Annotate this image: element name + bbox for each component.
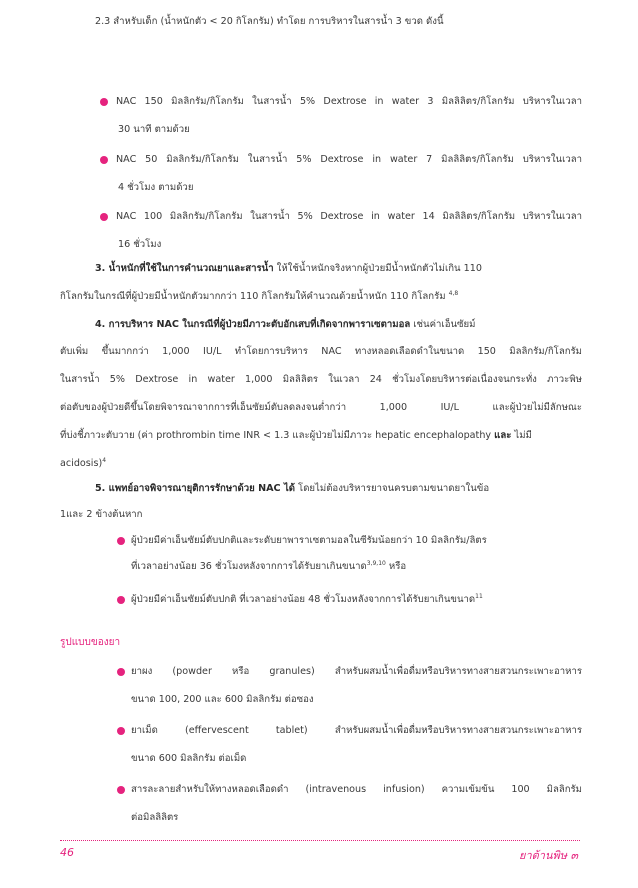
- section-5-line-2: 1และ 2 ข้างต้นหาก: [60, 509, 143, 520]
- dose-3-line-2: 16 ชั่วโมง: [118, 239, 162, 250]
- section-2-3-line: 2.3 สำหรับเด็ก (น้ำหนักตัว < 20 กิโลกรัม) ทำโดย การบริหารในสารน้ำ 3 ขวด ดังนี้: [95, 16, 444, 27]
- section-3-text: ให้ใช้น้ำหนักจริงหากผู้ป่วยมีน้ำหนักตัวไม่เกิน 110: [273, 263, 482, 274]
- criteria-1-line-1: ผู้ป่วยมีค่าเอ็นซัยม์ตับปกติและระดับยาพาราเซตามอลในซีรัมน้อยกว่า 10 มิลลิกรัม/ลิตร: [131, 535, 487, 546]
- form-2-line-1: ยาเม็ด (effervescent tablet) สำหรับผสมน้ำเพื่อดื่มหรือบริหารทางสายสวนกระเพาะอาหาร: [131, 725, 582, 736]
- form-2-line-2: ขนาด 600 มิลลิกรัม ต่อเม็ด: [131, 753, 247, 764]
- dose-3-line-1: NAC 100 มิลลิกรัม/กิโลกรัม ในสารน้ำ 5% Dextrose in water 14 มิลลิลิตร/กิโลกรัม บริหารในเวลา: [116, 211, 582, 222]
- form-1-line-1: ยาผง (powder หรือ granules) สำหรับผสมน้ำเพื่อดื่มหรือบริหารทางสายสวนกระเพาะอาหาร: [131, 666, 582, 677]
- section-4-line-3: ในสารน้ำ 5% Dextrose in water 1,000 มิลลิลิตร ในเวลา 24 ชั่วโมงโดยบริหารต่อเนื่องจนกระทั่ง ภาวะพิษ: [60, 374, 582, 385]
- section-4-text-5: ที่บ่งชี้ภาวะตับวาย (ค่า prothrombin time INR < 1.3 และผู้ป่วยไม่มีภาวะ hepatic encephalopathy: [60, 430, 495, 441]
- criteria-1-line-2: [131, 560, 406, 573]
- section-5-heading: 5. แพทย์อาจพิจารณายุติการรักษาด้วย NAC ได้: [95, 483, 295, 494]
- criteria-1-or: หรือ: [385, 561, 407, 572]
- section-3-line-2: [60, 290, 458, 303]
- dose-1-line-2: 30 นาที ตามด้วย: [118, 124, 190, 135]
- bullet-icon: [100, 156, 108, 164]
- bullet-icon: [117, 668, 125, 676]
- bullet-icon: [117, 727, 125, 735]
- bullet-icon: [117, 537, 125, 545]
- citation: 4,8: [448, 289, 459, 297]
- form-3-line-2: ต่อมิลลิลิตร: [131, 812, 179, 823]
- bullet-icon: [117, 786, 125, 794]
- citation: 4: [102, 456, 107, 464]
- form-3-line-1: สารละลายสำหรับให้ทางหลอดเลือดดำ (intravenous infusion) ความเข้มข้น 100 มิลลิกรัม: [131, 784, 582, 795]
- page-number: 46: [60, 846, 74, 859]
- footer-book-title: ยาต้านพิษ ๓: [519, 849, 578, 862]
- criteria-1-text: ที่เวลาอย่างน้อย 36 ชั่วโมงหลังจากการได้รับยาเกินขนาด: [131, 561, 367, 572]
- bold-and: และ: [494, 430, 512, 441]
- bullet-icon: [100, 213, 108, 221]
- section-4-heading: 4. การบริหาร NAC ในกรณีที่ผู้ป่วยมีภาวะตับอักเสบที่เกิดจากพาราเซตามอล: [95, 319, 411, 330]
- citation: 11: [475, 592, 483, 600]
- section-5-text: โดยไม่ต้องบริหารยาจนครบตามขนาดยาในข้อ: [295, 483, 490, 494]
- form-1-line-2: ขนาด 100, 200 และ 600 มิลลิกรัม ต่อซอง: [131, 694, 314, 705]
- section-4-line-1: [95, 318, 475, 331]
- dose-2-line-2: 4 ชั่วโมง ตามด้วย: [118, 182, 194, 193]
- dose-1-line-1: NAC 150 มิลลิกรัม/กิโลกรัม ในสารน้ำ 5% Dextrose in water 3 มิลลิลิตร/กิโลกรัม บริหารในเวลา: [116, 96, 582, 107]
- bullet-icon: [100, 98, 108, 106]
- section-4-text-5b: ไม่มี: [511, 430, 532, 441]
- citation: 3,9,10: [366, 559, 386, 567]
- footer-divider: [60, 840, 580, 841]
- bullet-icon: [117, 596, 125, 604]
- section-4-line-4: ต่อตับของผู้ป่วยดีขึ้นโดยพิจารณาจากการที่เอ็นซัยม์ตับลดลงจนต่ำกว่า 1,000 IU/L และผู้ป่วยไม่มีลักษณะ: [60, 402, 582, 413]
- section-5-line-1: [95, 482, 489, 495]
- section-4-text: เช่นค่าเอ็นซัยม์: [410, 319, 476, 330]
- dose-2-line-1: NAC 50 มิลลิกรัม/กิโลกรัม ในสารน้ำ 5% Dextrose in water 7 มิลลิลิตร/กิโลกรัม บริหารในเวลา: [116, 154, 582, 165]
- criteria-2-line: [131, 593, 483, 606]
- section-3-heading: 3. น้ำหนักที่ใช้ในการคำนวณยาและสารน้ำ: [95, 263, 274, 274]
- section-3-line-1: [95, 262, 482, 275]
- section-4-line-2: ตับเพิ่ม ขึ้นมากกว่า 1,000 IU/L ทำโดยการบริหาร NAC ทางหลอดเลือดดำในขนาด 150 มิลลิกรัม/กิโลกรัม: [60, 346, 582, 357]
- criteria-2-text: ผู้ป่วยมีค่าเอ็นซัยม์ตับปกติ ที่เวลาอย่างน้อย 48 ชั่วโมงหลังจากการได้รับยาเกินขนาด: [131, 594, 476, 605]
- dosage-forms-heading: รูปแบบของยา: [60, 637, 121, 648]
- section-4-line-5: [60, 429, 532, 442]
- section-4-line-6: [60, 457, 106, 470]
- section-3-text-2: กิโลกรัมในกรณีที่ผู้ป่วยมีน้ำหนักตัวมากกว่า 110 กิโลกรัมให้คำนวณด้วยน้ำหนัก 110 กิโลกรัม: [60, 291, 446, 302]
- section-4-text-6: acidosis): [60, 458, 103, 469]
